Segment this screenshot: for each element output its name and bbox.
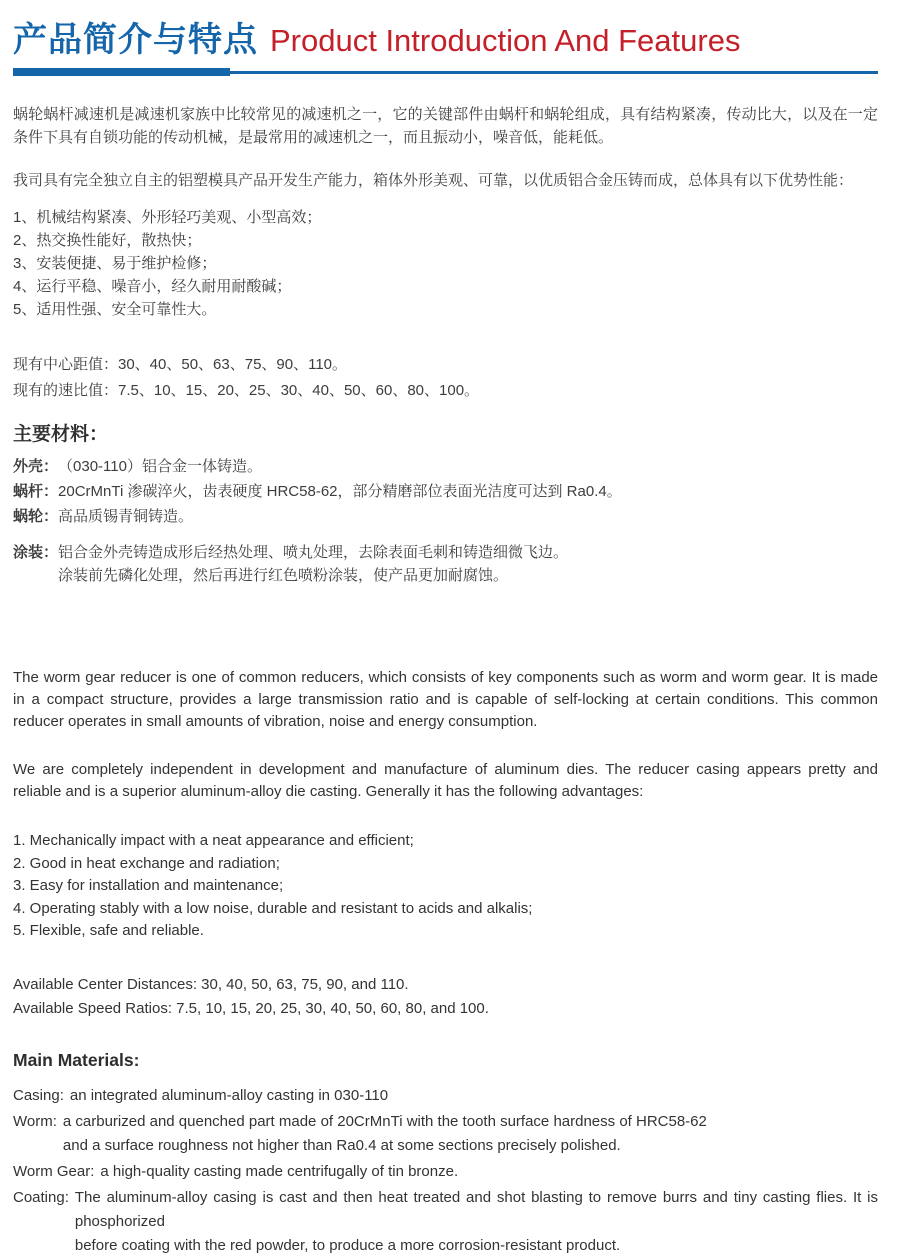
zh-material-text: 高品质锡青铜铸造。 — [58, 508, 194, 525]
en-material-row-coating — [13, 1186, 878, 1258]
en-material-label: Coating: — [13, 1188, 69, 1206]
en-feature-item: 5. Flexible, safe and reliable. — [13, 922, 204, 939]
en-material-text — [75, 1186, 878, 1258]
zh-material-text-line2: 涂装前先磷化处理，然后再进行红色喷粉涂装，使产品更加耐腐蚀。 — [58, 567, 509, 584]
en-material-label: Worm Gear: — [13, 1162, 95, 1180]
en-material-text-line2: and a surface roughness not higher than Ra0.4 at some sections precisely polished. — [62, 1136, 621, 1154]
zh-feature-item: 5、适用性强、安全可靠性大。 — [13, 301, 217, 318]
en-center-distances: Available Center Distances: 30, 40, 50, 63, 75, 90, and 110. — [13, 975, 409, 993]
en-material-text-line2: before coating with the red powder, to produce a more corrosion-resistant product. — [74, 1236, 621, 1254]
zh-material-label: 蜗杆： — [13, 483, 59, 500]
en-available-values — [13, 973, 878, 1021]
en-material-label: Casing: — [13, 1086, 64, 1104]
en-feature-list — [13, 830, 878, 943]
en-feature-item: 4. Operating stably with a low noise, durable and resistant to acids and alkalis; — [13, 899, 533, 917]
zh-material-label: 蜗轮： — [13, 508, 59, 525]
header — [13, 12, 878, 76]
zh-material-text: 20CrMnTi 渗碳淬火，齿表硬度 HRC58-62，部分精磨部位表面光洁度可达到 Ra0.4。 — [58, 483, 622, 500]
header-rule-thin-segment — [230, 71, 878, 74]
zh-feature-item: 4、运行平稳、噪音小，经久耐用耐酸碱； — [13, 278, 292, 295]
en-material-row-worm — [13, 1110, 878, 1158]
zh-material-label: 外壳： — [13, 458, 59, 475]
zh-speed-ratios: 现有的速比值：7.5、10、15、20、25、30、40、50、60、80、100。 — [13, 382, 480, 399]
zh-feature-item: 1、机械结构紧凑、外形轻巧美观、小型高效； — [13, 209, 322, 226]
zh-intro-paragraph: 蜗轮蜗杆减速机是减速机家族中比较常见的减速机之一，它的关键部件由蜗杆和蜗轮组成，具有结构紧凑，传动比大，以及在一定条件下具有自锁功能的传动机械，是最常用的减速机之一，而且振动小，噪音低，能耗低。 — [13, 106, 878, 146]
en-material-text — [63, 1110, 878, 1158]
english-section — [13, 667, 878, 1258]
zh-material-row-casing — [13, 455, 878, 478]
zh-material-text-line1: 铝合金外壳铸造成形后经热处理、喷丸处理，去除表面毛刺和铸造细微飞边。 — [58, 544, 569, 561]
en-materials-heading: Main Materials: — [13, 1049, 140, 1070]
en-material-text-line1: a carburized and quenched part made of 20CrMnTi with the tooth surface hardness of HRC58-62 — [62, 1112, 707, 1130]
en-feature-item: 1. Mechanically impact with a neat appearance and efficient; — [13, 832, 414, 849]
en-feature-item: 3. Easy for installation and maintenance; — [13, 877, 284, 894]
en-materials-list — [13, 1084, 878, 1258]
zh-feature-item: 2、热交换性能好，散热快； — [13, 232, 202, 249]
zh-feature-list — [13, 206, 878, 321]
zh-material-text — [58, 541, 878, 587]
chinese-section — [13, 103, 878, 587]
page-title — [13, 12, 878, 61]
page-title-en: Product Introduction And Features — [270, 23, 741, 58]
zh-feature-item: 3、安装便捷、易于维护检修； — [13, 255, 217, 272]
zh-material-row-worm-gear — [13, 505, 878, 528]
zh-material-text: （030-110）铝合金一体铸造。 — [58, 458, 262, 475]
zh-available-values — [13, 352, 878, 404]
zh-materials-list — [13, 455, 878, 587]
en-capability-paragraph: We are completely independent in development and manufacture of aluminum dies. The reducer casing appears pretty and reliable and is a superior aluminum-alloy die casting. Generally it has the following advantages: — [13, 761, 878, 800]
zh-material-label: 涂装： — [13, 544, 59, 561]
zh-materials-heading: 主要材料： — [13, 424, 109, 445]
en-feature-item: 2. Good in heat exchange and radiation; — [13, 854, 280, 872]
header-rule-thick-segment — [13, 68, 230, 76]
en-material-text: an integrated aluminum-alloy casting in 030-110 — [69, 1086, 389, 1104]
header-rule — [13, 68, 878, 76]
zh-material-row-coating — [13, 541, 878, 587]
en-speed-ratios: Available Speed Ratios: 7.5, 10, 15, 20, 25, 30, 40, 50, 60, 80, and 100. — [13, 999, 489, 1017]
en-material-text: a high-quality casting made centrifugally of tin bronze. — [100, 1162, 459, 1180]
en-material-row-casing — [13, 1084, 878, 1108]
en-material-label: Worm: — [13, 1112, 57, 1130]
en-intro-paragraph: The worm gear reducer is one of common reducers, which consists of key components such as worm and worm gear. It is made in a compact structure, provides a large transmission ratio and is capable of self-locking at certain conditions. This common reducer operates in small amounts of vibration, noise and energy consumption. — [13, 669, 878, 730]
zh-capability-paragraph: 我司具有完全独立自主的铝塑模具产品开发生产能力，箱体外形美观、可靠，以优质铝合金压铸而成，总体具有以下优势性能： — [13, 172, 854, 189]
zh-material-row-worm — [13, 480, 878, 503]
zh-center-distances: 现有中心距值：30、40、50、63、75、90、110。 — [13, 356, 348, 373]
en-material-text-line1: The aluminum-alloy casing is cast and then heat treated and shot blasting to remove burrs and tiny casting flies. It is phosphorized — [74, 1188, 878, 1230]
en-material-row-worm-gear — [13, 1160, 878, 1184]
page-title-zh: 产品简介与特点 — [13, 21, 258, 59]
